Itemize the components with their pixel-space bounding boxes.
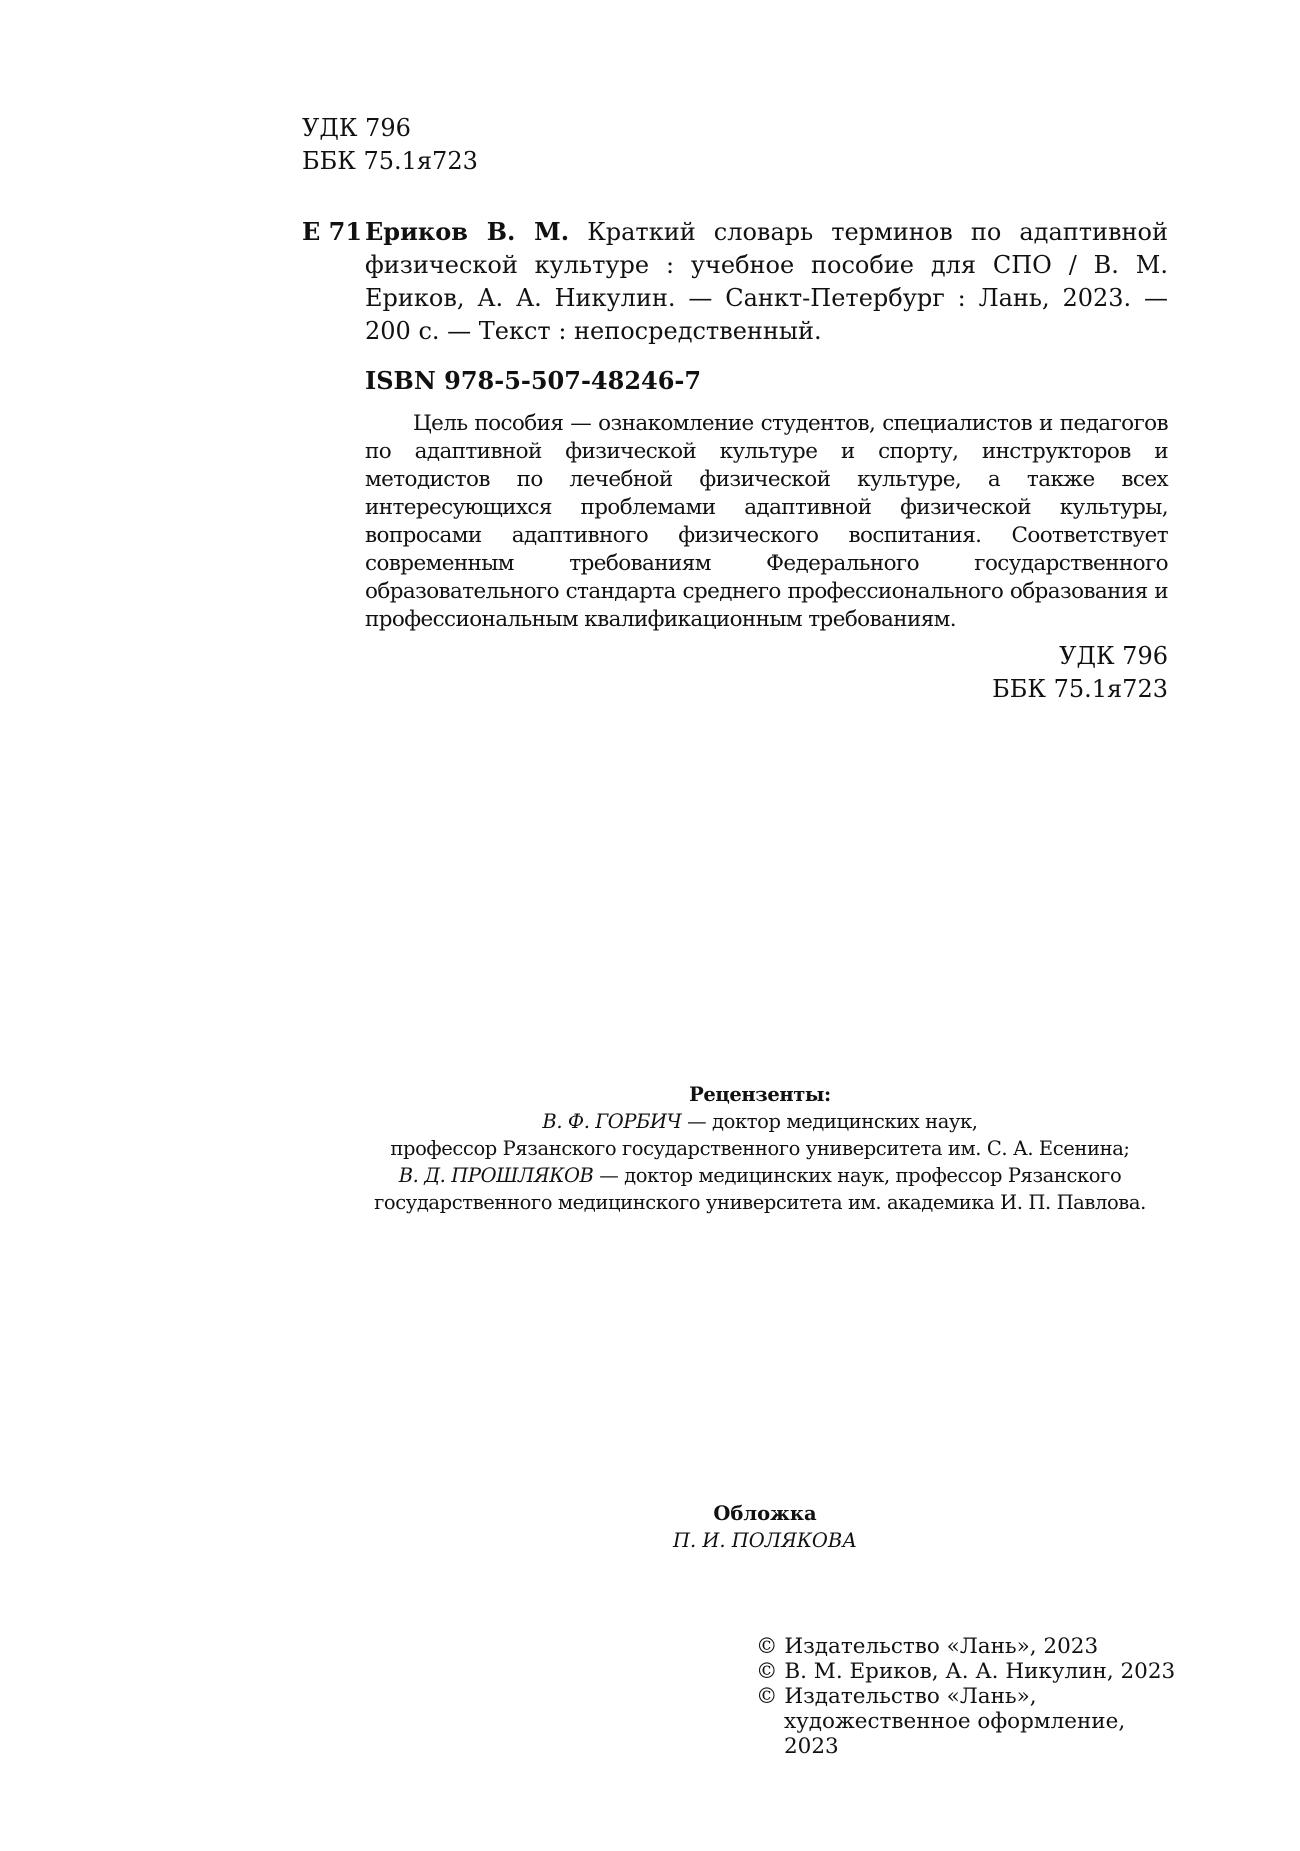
- reviewer-1-affiliation: профессор Рязанского государственного университета им. С. А. Есенина;: [390, 1137, 1130, 1160]
- record-description: Краткий словарь терминов по адаптивной физической культуре : учебное пособие для СПО / В. М. Ериков, А. А. Никулин. — Санкт-Петербург : Лань, 2023. — 200 с. — Текст : непосредственный.: [365, 218, 1168, 345]
- record-author: Ериков В. М.: [365, 217, 570, 246]
- copyright-line: © В. М. Ериков, А. А. Никулин, 2023: [756, 1659, 1176, 1684]
- cover-heading: Обложка: [713, 1502, 817, 1525]
- cover-designer: П. И. ПОЛЯКОВА: [673, 1529, 857, 1552]
- author-sign: Е 71: [302, 217, 363, 246]
- udk-code: УДК 796: [302, 114, 411, 142]
- reviewer-1-title: — доктор медицинских наук,: [681, 1110, 978, 1133]
- classification-bottom: [900, 640, 1168, 706]
- udk-code-bottom: УДК 796: [1059, 642, 1168, 670]
- reviewer-2-affiliation: государственного медицинского университета им. академика И. П. Павлова.: [374, 1191, 1146, 1214]
- reviewer-2-title: — доктор медицинских наук, профессор Рязанского: [593, 1164, 1122, 1187]
- annotation: Цель пособия — ознакомление студентов, специалистов и педагогов по адаптивной физической культуре и спорту, инструкторов и методистов по лечебной физической культуре, а также всех интересующихся проблемами адаптивной физической культуры, вопросами адаптивного физического воспитания. Соответствует современным требованиям Федерального государственного образовательного стандарта среднего профессионального образования и профессиональным квалификационным требованиям.: [365, 411, 1168, 632]
- bbk-code-bottom: ББК 75.1я723: [992, 675, 1168, 703]
- reviewer-1-name: В. Ф. ГОРБИЧ: [542, 1110, 682, 1133]
- reviewers-heading: Рецензенты:: [689, 1083, 831, 1106]
- classification-top: [302, 112, 478, 178]
- reviewers-block: [330, 1081, 1190, 1216]
- isbn: ISBN 978-5-507-48246-7: [365, 366, 702, 395]
- bbk-code: ББК 75.1я723: [302, 147, 478, 175]
- reviewer-2-name: В. Д. ПРОШЛЯКОВ: [398, 1164, 594, 1187]
- copyright-block: [756, 1634, 1176, 1759]
- copyright-line: © Издательство «Лань», 2023: [756, 1634, 1099, 1659]
- copyright-line: © Издательство «Лань»,: [756, 1684, 1037, 1709]
- reviewer-2: [330, 1162, 1190, 1189]
- reviewer-1: [330, 1108, 1190, 1135]
- bibliographic-record: [365, 215, 1168, 348]
- cover-credit: [600, 1500, 930, 1554]
- copyright-line: художественное оформление, 2023: [784, 1709, 1126, 1759]
